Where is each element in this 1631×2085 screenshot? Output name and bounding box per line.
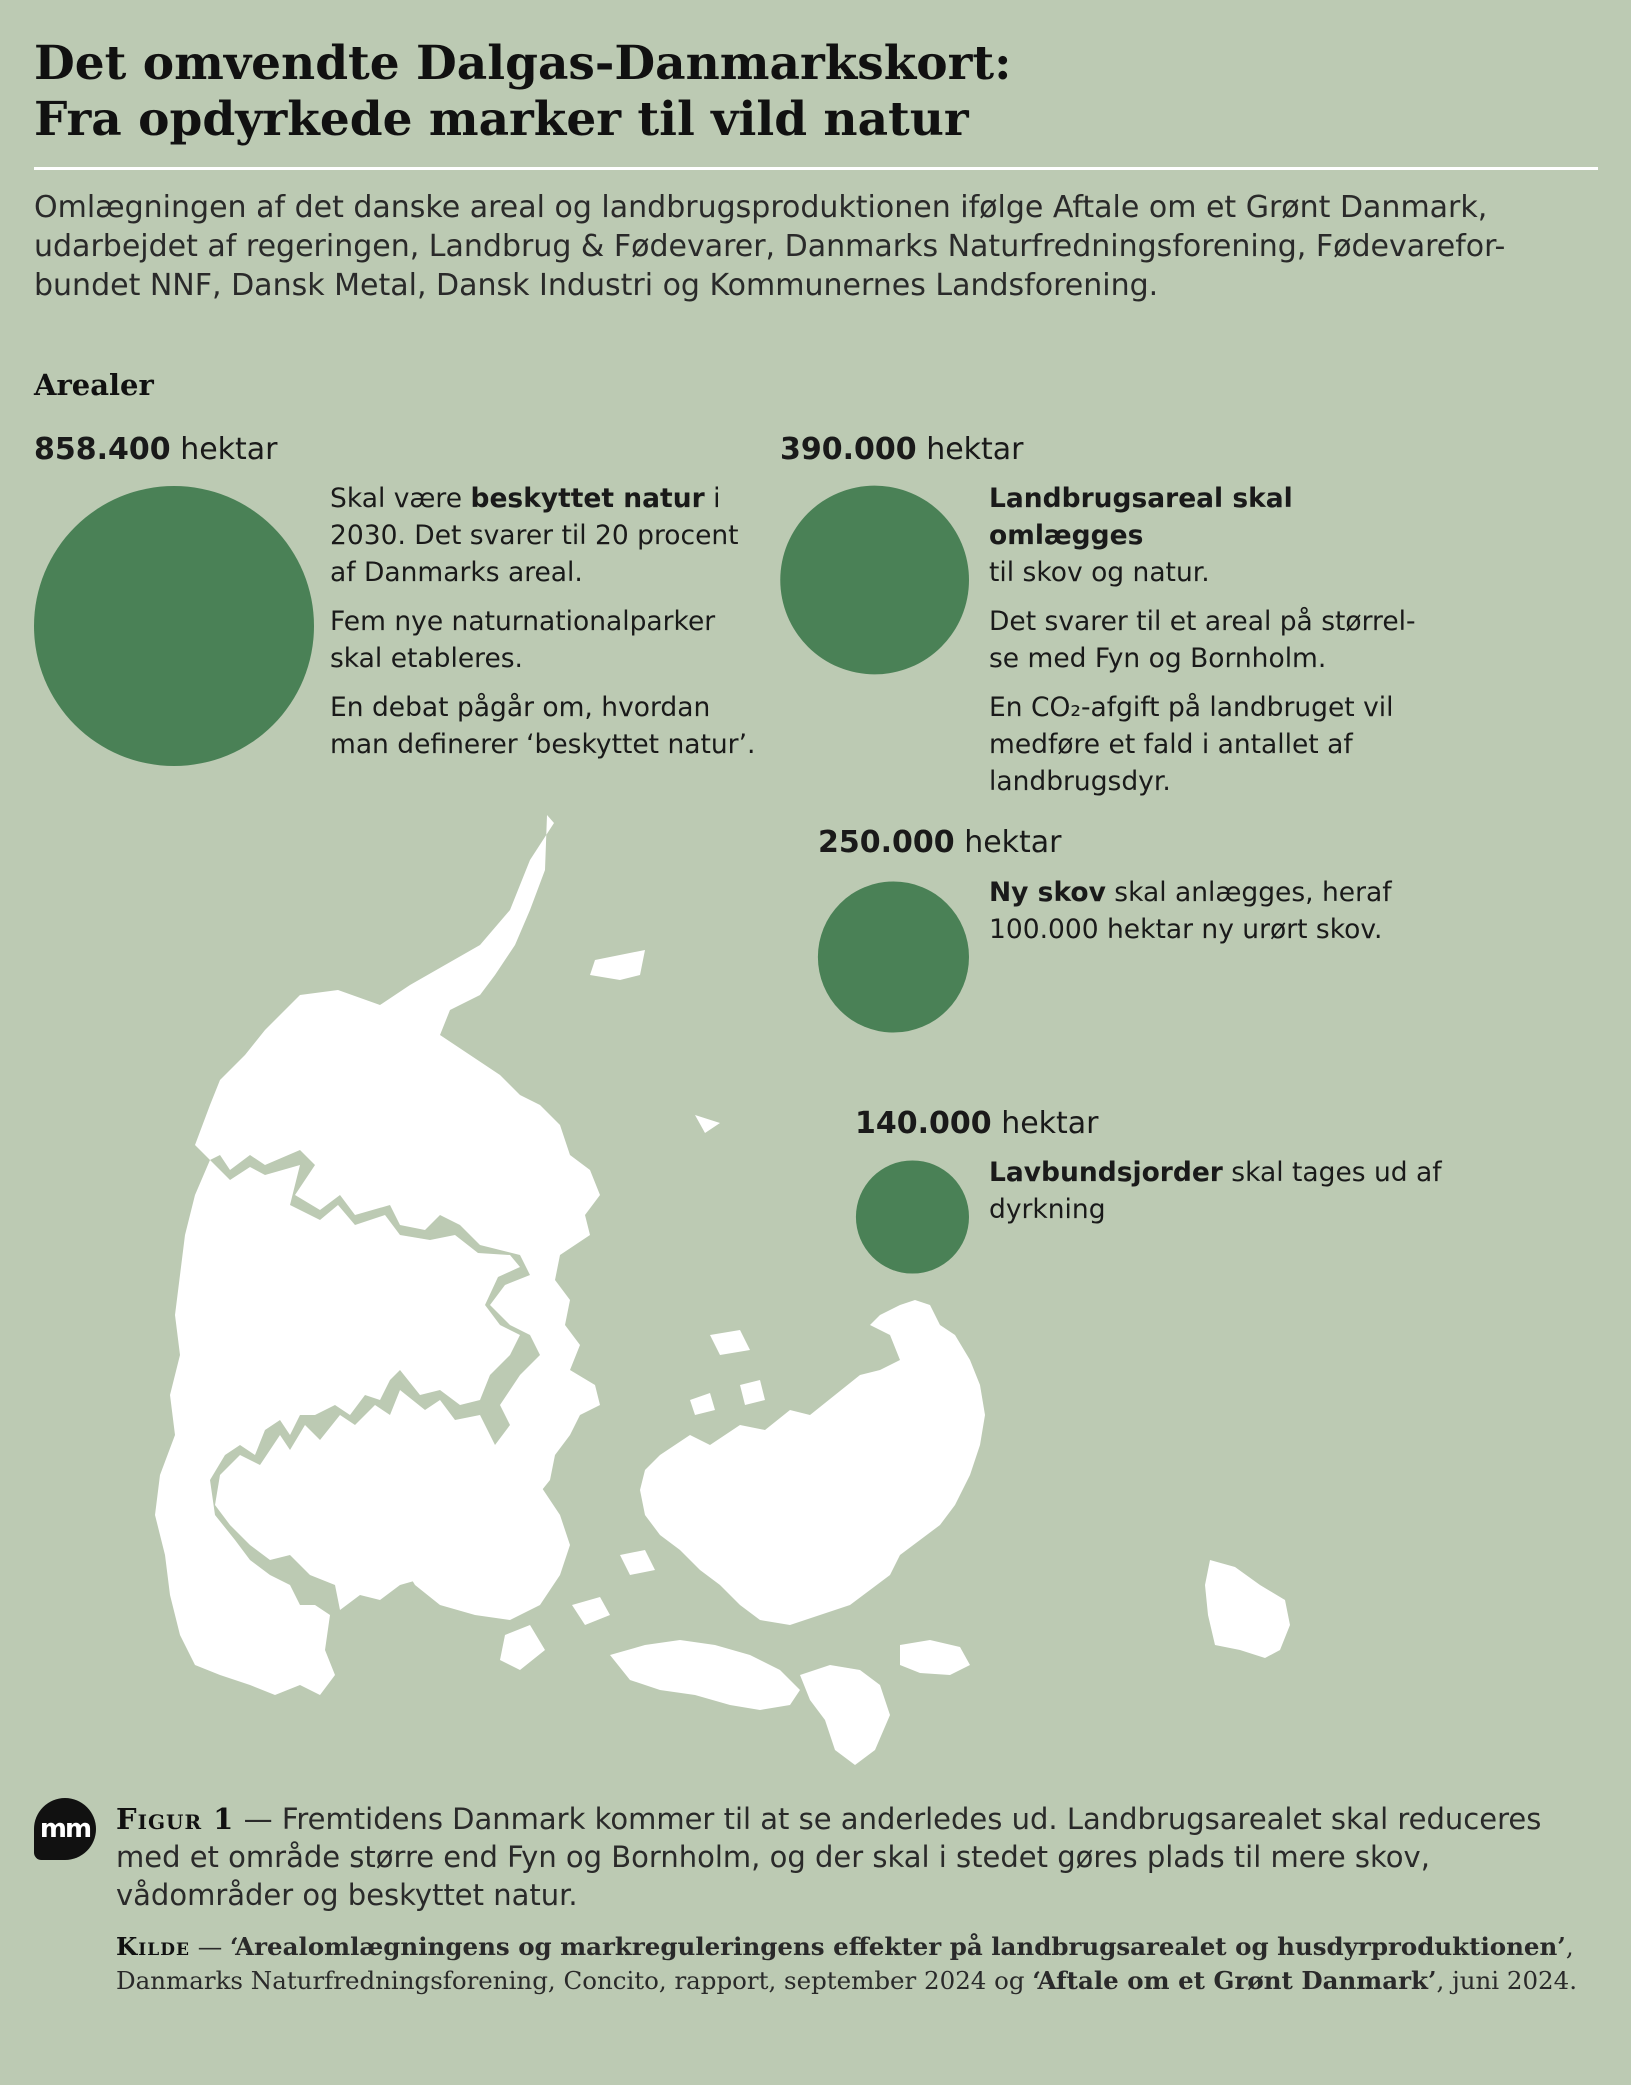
amount-unit: hektar (926, 432, 1024, 467)
amount-unit: hektar (964, 825, 1062, 860)
amount-value: 858.400 (34, 432, 171, 467)
amount-label-1 (780, 432, 1024, 468)
amount-label-0 (34, 432, 278, 468)
caption-label: Figur 1 (116, 1802, 235, 1836)
bubble-858400 (34, 486, 314, 766)
amount-unit: hektar (1001, 1106, 1099, 1141)
source-title-1: ‘Arealomlægningens og markreguleringens effekter på landbrugsarealet og husdyrproduktionen’ (229, 1932, 1566, 1961)
description-extra: Det svarer til et areal på størrel- se med Fyn og Bornholm. (989, 606, 1416, 674)
denmark-map-icon (100, 815, 1310, 1775)
amount-value: 390.000 (780, 432, 917, 467)
mm-logo: mm (34, 1798, 96, 1860)
source-mid: , Danmarks Naturfredningsforening, Concito, rapport, september 2024 og (116, 1932, 1574, 1995)
description-extra: En CO₂-afgift på landbruget vil medføre et fald i antallet af landbrugsdyr. (989, 692, 1394, 797)
title-line-2: Fra opdyrkede marker til vild natur (34, 92, 969, 147)
amount-unit: hektar (180, 432, 278, 467)
source-note (116, 1930, 1596, 1998)
source-title-2: ‘Aftale om et Grønt Danmark’ (1032, 1966, 1437, 1995)
description-main: Lavbundsjorder skal tages ud af dyrkning (989, 1157, 1442, 1225)
source-dash: — (189, 1932, 230, 1961)
section-title: Arealer (34, 368, 154, 402)
description-1 (989, 480, 1449, 812)
bubble-390000 (780, 486, 969, 675)
amount-value: 250.000 (818, 825, 955, 860)
intro-text: Omlægningen af det danske areal og landbrugsproduktionen ifølge Aftale om et Grønt Danmark, udarbejdet af regeringen, Landbrug & Fødevarer, Danmarks Naturfredningsforening, Fødevarefor- bundet NNF, Dansk Metal, Dansk Industri og Kommunernes Landsforening. (34, 190, 1506, 303)
description-main: Skal være beskyttet natur i 2030. Det svarer til 20 procent af Danmarks areal. (330, 483, 739, 588)
description-extra: Fem nye naturnationalparker skal etableres. (330, 606, 716, 674)
title-line-1: Det omvendte Dalgas-Danmarkskort: (34, 36, 1012, 91)
description-0 (330, 480, 770, 775)
source-end: , juni 2024. (1436, 1966, 1578, 1995)
caption-text: Fremtidens Danmark kommer til at se anderledes ud. Landbrugsarealet skal reduceres med et område større end Fyn og Bornholm, og der skal i stedet gøres plads til mere skov, vådområder og beskyttet natur. (116, 1802, 1542, 1912)
caption-dash: — (234, 1802, 282, 1836)
description-main: Landbrugsareal skal omlægges til skov og natur. (989, 483, 1293, 588)
source-label: Kilde (116, 1932, 190, 1961)
amount-value: 140.000 (855, 1106, 992, 1141)
description-extra: En debat pågår om, hvordan man definerer ‘beskyttet natur’. (330, 692, 756, 760)
figure-caption (116, 1800, 1596, 1914)
description-main: Ny skov skal anlægges, heraf 100.000 hektar ny urørt skov. (989, 877, 1392, 945)
